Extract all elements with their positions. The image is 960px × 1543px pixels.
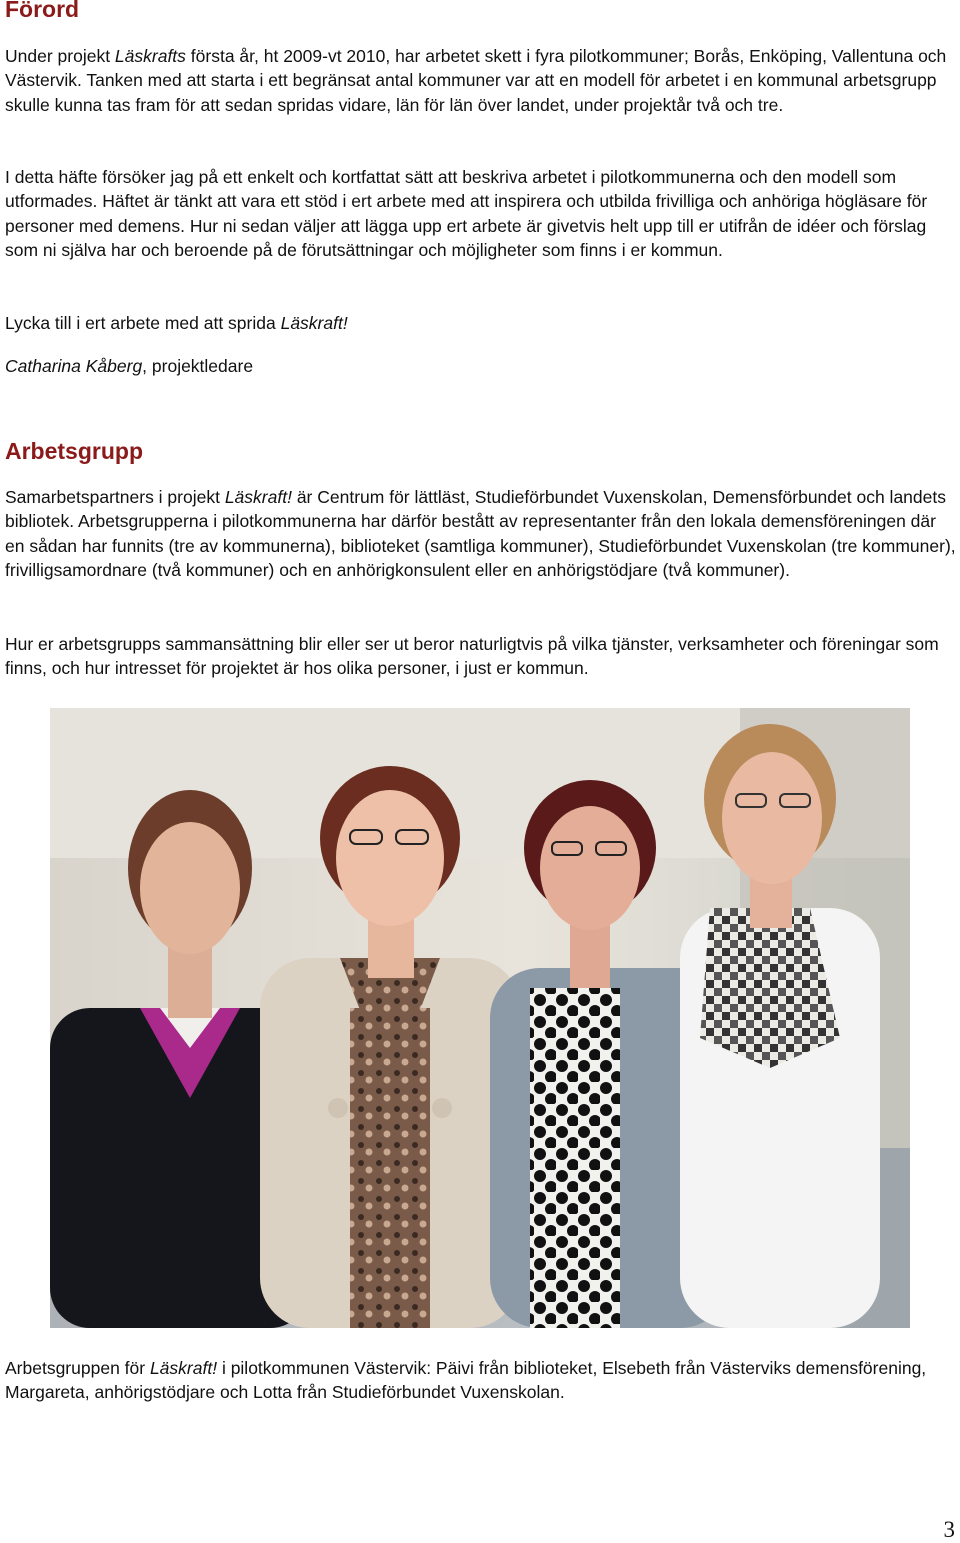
- text: Under projekt: [5, 46, 115, 66]
- italic-text: Läskrafts: [114, 46, 186, 66]
- text: Samarbetspartners i projekt: [5, 487, 225, 507]
- signature-line: [5, 354, 957, 378]
- group-photo: [50, 708, 910, 1328]
- italic-text: Läskraft!: [280, 313, 348, 333]
- paragraph-sammansattning: Hur er arbetsgrupps sammansättning blir eller ser ut beror naturligtvis på vilka tjänster, verksamheter och föreningar som finns, och hur intresset för projektet är hos olika personer, i just er kommun.: [5, 634, 939, 679]
- italic-text: Läskraft!: [149, 1358, 218, 1378]
- paragraph-hafte: I detta häfte försöker jag på ett enkelt och kortfattat sätt att beskriva arbetet i pilotkommunerna och den modell som utformades. Häftet är tänkt att vara ett stöd i ert arbete med att inspirera och utbilda frivilliga och anhöriga högläsare för personer med demens. Hur ni sedan väljer att lägga upp ert arbete är givetvis helt upp till er utifrån de idéer och förslag som ni själva har och beroende på de förutsättningar och möjligheter som finns i er kommun.: [5, 167, 928, 260]
- paragraph-intro: [5, 44, 957, 117]
- paragraph-lycka-till: [5, 311, 957, 335]
- paragraph-samarbetspartners: [5, 485, 957, 582]
- page-number: 3: [943, 1517, 955, 1542]
- heading-arbetsgrupp: Arbetsgrupp: [5, 438, 143, 464]
- text: i pilotkommunen Västervik: Päivi från biblioteket, Elsebeth från Västerviks demensförening, Margareta, anhörigstödjare och Lotta från Studieförbundet Vuxenskolan.: [5, 1358, 927, 1403]
- group-photo-illustration: [50, 708, 910, 1328]
- text: Lycka till i ert arbete med att sprida: [5, 313, 281, 333]
- author-name: Catharina Kåberg: [5, 356, 143, 376]
- italic-text: Läskraft!: [224, 487, 292, 507]
- text: Arbetsgruppen för: [5, 1358, 150, 1378]
- text: första år, ht 2009-vt 2010, har arbetet skett i fyra pilotkommuner; Borås, Enköping, Vallentuna och Västervik. Tanken med att starta i ett begränsat antal kommuner var att en modell för arbetet i en kommunal arbetsgrupp skulle kunna tas fram för att sedan spridas vidare, län för län över landet, under projektår två och tre.: [5, 46, 947, 115]
- author-role: , projektledare: [142, 356, 254, 376]
- heading-forord: Förord: [5, 0, 80, 22]
- text: är Centrum för lättläst, Studieförbundet Vuxenskolan, Demensförbundet och landets bibliotek. Arbetsgrupperna i pilotkommunerna har därför bestått av representanter från den lokala demensföreningen där en sådan har funnits (tre av kommunerna), biblioteket (samtliga kommuner), Studieförbundet Vuxenskolan (tre kommuner), frivilligsamordnare (två kommuner) och en anhörigkonsulent eller en anhörigstödjare (två kommuner).: [5, 487, 956, 580]
- photo-caption: [5, 1356, 957, 1405]
